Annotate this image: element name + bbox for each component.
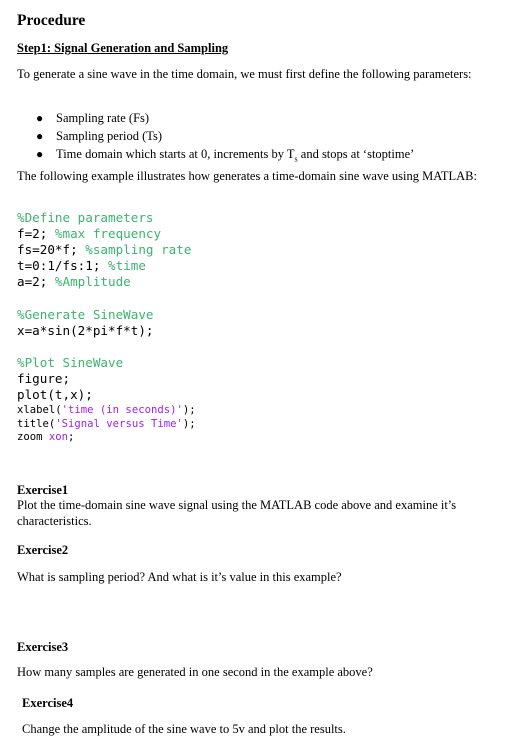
exercise3-text: How many samples are generated in one second in the example above? xyxy=(17,665,373,679)
list-item: ● Time domain which starts at 0, increments by $T_s$ and stops at ‘stoptime’ xyxy=(36,147,415,164)
page-title: Procedure xyxy=(17,12,86,29)
exercise1-text: Plot the time-domain sine wave signal using the MATLAB code above and examine it’s characteristics. xyxy=(17,498,457,528)
exercise3-title: Exercise3 xyxy=(17,640,69,654)
code-block-labels: xlabel('time (in seconds)'); title('Signal versus Time'); zoom xon; xyxy=(17,404,196,443)
step1-heading: Step1: Signal Generation and Sampling xyxy=(17,41,229,55)
code-block-define: %Define parameters f=2; %max frequency fs=20*f; %sampling rate t=0:1/fs:1; %time a=2; %Amplitude xyxy=(17,210,192,289)
bullet-icon: ● xyxy=(36,129,44,143)
bullet-icon: ● xyxy=(36,111,44,125)
example-paragraph: The following example illustrates how generates a time-domain sine wave using MATLAB: xyxy=(17,169,477,183)
code-block-plot: %Plot SineWave figure; plot(t,x); xyxy=(17,355,124,402)
exercise2-text: What is sampling period? And what is it’s value in this example? xyxy=(17,570,342,584)
bullet-icon: ● xyxy=(36,147,44,161)
exercise2-title: Exercise2 xyxy=(17,543,69,557)
exercise4-title: Exercise4 xyxy=(22,696,74,710)
exercise1-title: Exercise1 xyxy=(17,483,69,497)
code-block-generate: %Generate SineWave x=a*sin(2*pi*f*t); xyxy=(17,307,154,338)
list-item: ● Sampling rate (Fs) xyxy=(36,111,150,125)
exercise4-text: Change the amplitude of the sine wave to 5v and plot the results. xyxy=(22,722,346,736)
list-item: ● Sampling period (Ts) xyxy=(36,129,163,143)
parameter-list xyxy=(36,109,414,169)
intro-paragraph: To generate a sine wave in the time domain, we must first define the following parameters: xyxy=(17,67,472,81)
